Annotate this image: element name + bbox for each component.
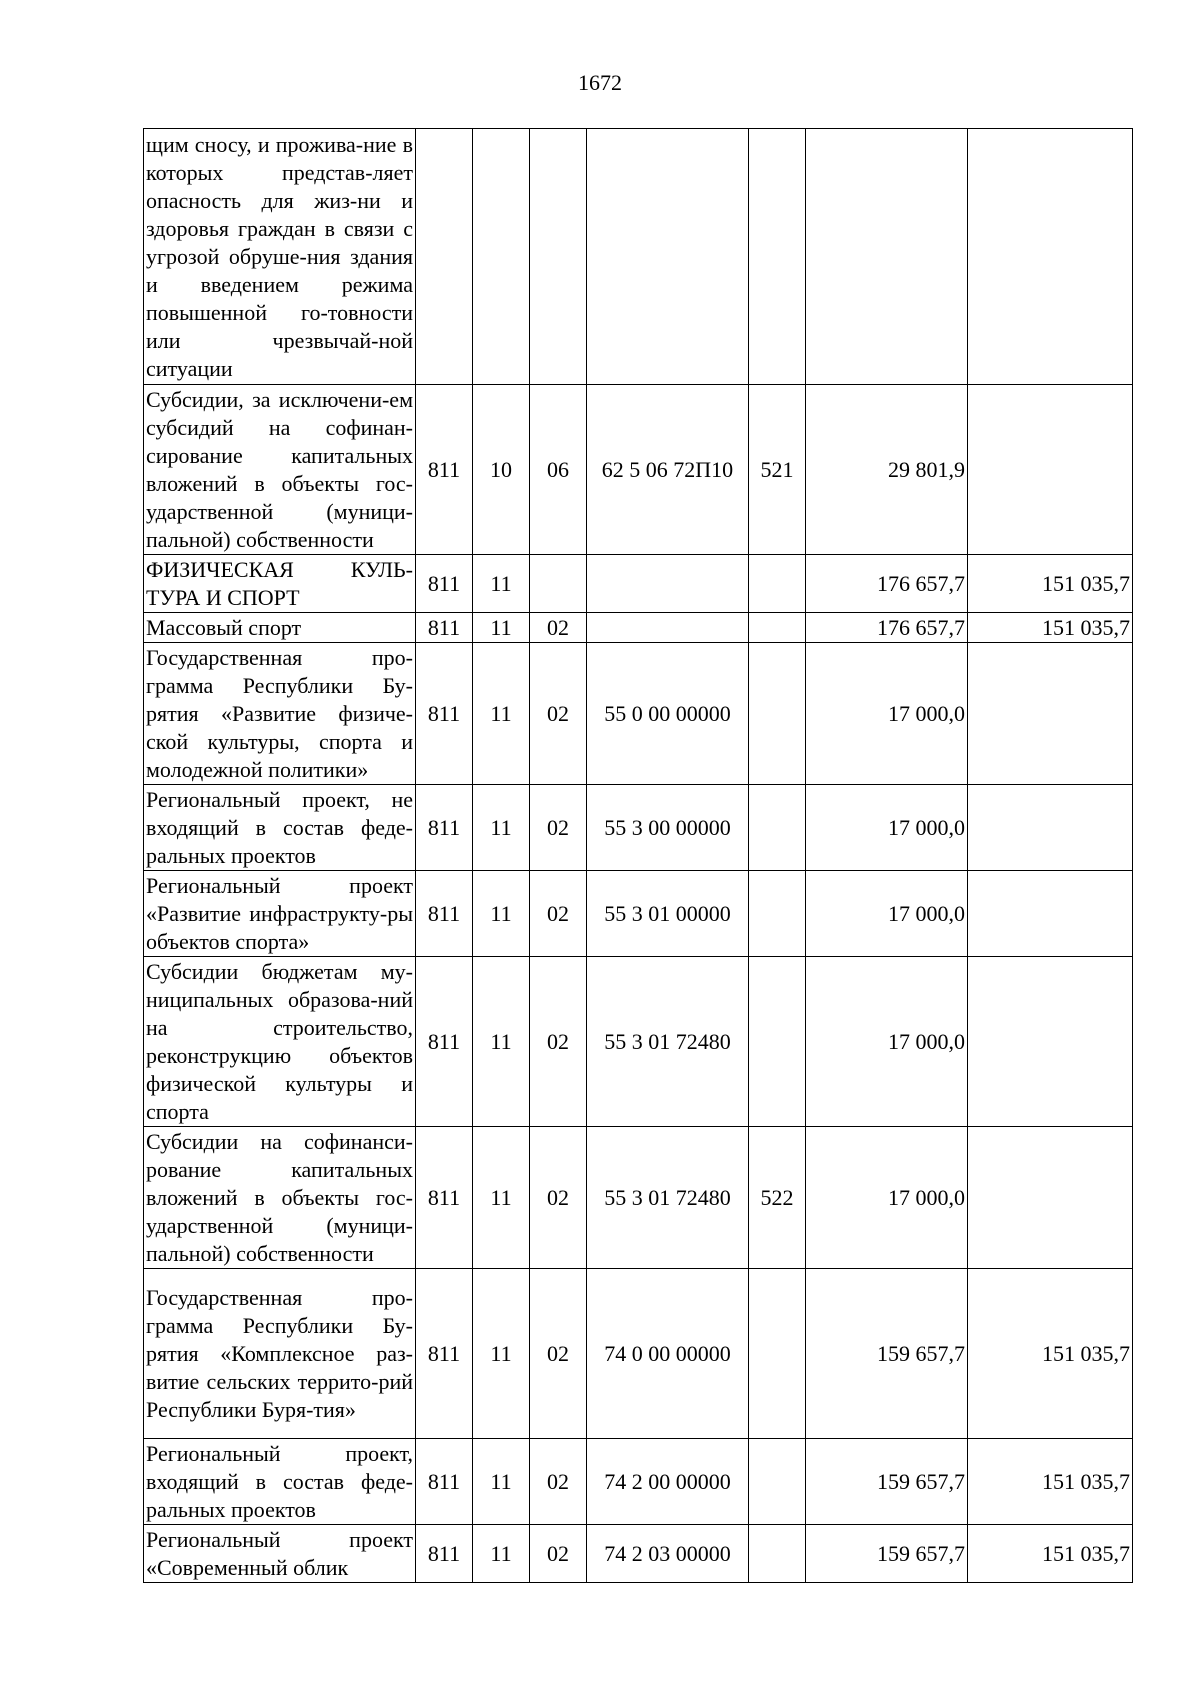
expense-type-cell: [749, 555, 806, 613]
department-code-cell: [416, 129, 473, 385]
expense-type-cell: [749, 1439, 806, 1525]
row-name-cell: щим сносу, и прожива-ние в которых представ-ляет опасность для жиз-ни и здоровья граждан в связи с угрозой обруше-ния здания и введением режима повышенной го-товности или чрезвычай-ной ситуации: [144, 129, 416, 385]
row-name-cell: Субсидии бюджетам му-ниципальных образова-ний на строительство, реконструкцию объектов физической культуры и спорта: [144, 957, 416, 1127]
department-code-cell: 811: [416, 871, 473, 957]
expense-type-cell: 522: [749, 1127, 806, 1269]
subsection-code-cell: [530, 129, 587, 385]
subsection-code-cell: 02: [530, 957, 587, 1127]
table-row: [144, 129, 1133, 385]
page-number: 1672: [578, 70, 622, 95]
row-name-cell: Региональный проект, не входящий в состав феде-ральных проектов: [144, 785, 416, 871]
subsection-code-cell: 06: [530, 385, 587, 555]
row-name-cell: Региональный проект, входящий в состав феде-ральных проектов: [144, 1439, 416, 1525]
amount-federal-cell: 151 035,7: [968, 1525, 1133, 1583]
expense-type-cell: [749, 957, 806, 1127]
table-row: [144, 1525, 1133, 1583]
target-article-cell: 55 3 00 00000: [587, 785, 749, 871]
department-code-cell: 811: [416, 555, 473, 613]
table-row: [144, 957, 1133, 1127]
target-article-cell: 74 0 00 00000: [587, 1269, 749, 1439]
row-name-cell: Региональный проект «Современный облик: [144, 1525, 416, 1583]
expense-type-cell: [749, 613, 806, 643]
amount-federal-cell: [968, 385, 1133, 555]
target-article-cell: [587, 613, 749, 643]
amount-federal-cell: [968, 129, 1133, 385]
section-code-cell: 11: [473, 957, 530, 1127]
subsection-code-cell: 02: [530, 871, 587, 957]
subsection-code-cell: 02: [530, 1439, 587, 1525]
target-article-cell: [587, 555, 749, 613]
section-code-cell: 11: [473, 871, 530, 957]
target-article-cell: 55 3 01 72480: [587, 957, 749, 1127]
amount-total-cell: 159 657,7: [806, 1525, 968, 1583]
subsection-code-cell: [530, 555, 587, 613]
subsection-code-cell: 02: [530, 643, 587, 785]
table-row: [144, 1127, 1133, 1269]
section-code-cell: 11: [473, 555, 530, 613]
table-row: [144, 871, 1133, 957]
amount-federal-cell: 151 035,7: [968, 555, 1133, 613]
row-name-cell: Субсидии на софинанси-рование капитальных вложений в объекты гос-ударственной (муници-пальной) собственности: [144, 1127, 416, 1269]
expense-type-cell: [749, 643, 806, 785]
amount-federal-cell: [968, 1127, 1133, 1269]
target-article-cell: 62 5 06 72П10: [587, 385, 749, 555]
section-code-cell: 11: [473, 1127, 530, 1269]
amount-total-cell: 176 657,7: [806, 613, 968, 643]
target-article-cell: 74 2 03 00000: [587, 1525, 749, 1583]
expense-type-cell: [749, 1269, 806, 1439]
amount-total-cell: 17 000,0: [806, 1127, 968, 1269]
department-code-cell: 811: [416, 1439, 473, 1525]
target-article-cell: 74 2 00 00000: [587, 1439, 749, 1525]
section-code-cell: 11: [473, 1525, 530, 1583]
expense-type-cell: [749, 1525, 806, 1583]
target-article-cell: 55 3 01 00000: [587, 871, 749, 957]
target-article-cell: [587, 129, 749, 385]
section-code-cell: 11: [473, 613, 530, 643]
amount-total-cell: 29 801,9: [806, 385, 968, 555]
expense-type-cell: [749, 871, 806, 957]
amount-federal-cell: [968, 957, 1133, 1127]
subsection-code-cell: 02: [530, 1269, 587, 1439]
table-row: [144, 385, 1133, 555]
section-code-cell: 11: [473, 1269, 530, 1439]
amount-total-cell: [806, 129, 968, 385]
amount-total-cell: 17 000,0: [806, 643, 968, 785]
table-row: [144, 1439, 1133, 1525]
target-article-cell: 55 3 01 72480: [587, 1127, 749, 1269]
department-code-cell: 811: [416, 1269, 473, 1439]
table-row: [144, 643, 1133, 785]
amount-federal-cell: [968, 785, 1133, 871]
row-name-cell: Государственная про-грамма Республики Бу-рятия «Комплексное раз-витие сельских террито-рий Республики Буря-тия»: [144, 1269, 416, 1439]
amount-federal-cell: 151 035,7: [968, 1439, 1133, 1525]
row-name-cell: Массовый спорт: [144, 613, 416, 643]
expense-type-cell: 521: [749, 385, 806, 555]
row-name-cell: ФИЗИЧЕСКАЯ КУЛЬ-ТУРА И СПОРТ: [144, 555, 416, 613]
department-code-cell: 811: [416, 785, 473, 871]
department-code-cell: 811: [416, 643, 473, 785]
amount-federal-cell: 151 035,7: [968, 613, 1133, 643]
table-row: [144, 1269, 1133, 1439]
section-code-cell: 11: [473, 1439, 530, 1525]
table-row: [144, 613, 1133, 643]
department-code-cell: 811: [416, 957, 473, 1127]
subsection-code-cell: 02: [530, 785, 587, 871]
department-code-cell: 811: [416, 1525, 473, 1583]
subsection-code-cell: 02: [530, 613, 587, 643]
section-code-cell: [473, 129, 530, 385]
section-code-cell: 10: [473, 385, 530, 555]
department-code-cell: 811: [416, 1127, 473, 1269]
amount-total-cell: 176 657,7: [806, 555, 968, 613]
amount-federal-cell: [968, 643, 1133, 785]
amount-federal-cell: 151 035,7: [968, 1269, 1133, 1439]
amount-total-cell: 159 657,7: [806, 1439, 968, 1525]
budget-table: [143, 128, 1133, 1583]
amount-total-cell: 17 000,0: [806, 871, 968, 957]
department-code-cell: 811: [416, 613, 473, 643]
amount-federal-cell: [968, 871, 1133, 957]
table-row: [144, 785, 1133, 871]
department-code-cell: 811: [416, 385, 473, 555]
amount-total-cell: 17 000,0: [806, 785, 968, 871]
table-row: [144, 555, 1133, 613]
expense-type-cell: [749, 785, 806, 871]
row-name-cell: Региональный проект «Развитие инфраструкту-ры объектов спорта»: [144, 871, 416, 957]
section-code-cell: 11: [473, 785, 530, 871]
amount-total-cell: 17 000,0: [806, 957, 968, 1127]
subsection-code-cell: 02: [530, 1127, 587, 1269]
subsection-code-cell: 02: [530, 1525, 587, 1583]
amount-total-cell: 159 657,7: [806, 1269, 968, 1439]
target-article-cell: 55 0 00 00000: [587, 643, 749, 785]
expense-type-cell: [749, 129, 806, 385]
section-code-cell: 11: [473, 643, 530, 785]
row-name-cell: Субсидии, за исключени-ем субсидий на софинан-сирование капитальных вложений в объекты гос-ударственной (муници-пальной) собственности: [144, 385, 416, 555]
row-name-cell: Государственная про-грамма Республики Бу-рятия «Развитие физиче-ской культуры, спорта и молодежной политики»: [144, 643, 416, 785]
